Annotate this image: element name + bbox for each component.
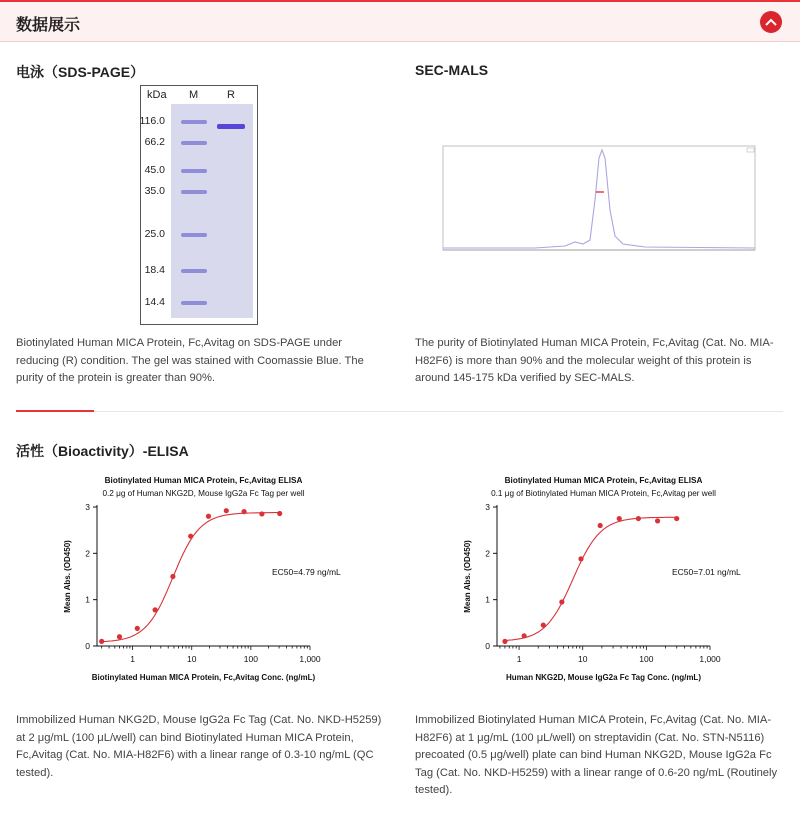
marker-band xyxy=(181,269,207,273)
x-axis-label: Biotinylated Human MICA Protein, Fc,Avitag Conc. (ng/mL) xyxy=(91,673,316,682)
gel-lane-m-label: M xyxy=(189,89,199,101)
elisa-chart-2 xyxy=(455,470,775,685)
x-tick-label: 1,000 xyxy=(699,654,721,664)
x-axis-label: Human NKG2D, Mouse IgG2a Fc Tag Conc. (ng/mL) xyxy=(506,673,701,682)
marker-band xyxy=(181,120,207,124)
marker-band xyxy=(181,301,207,305)
data-point xyxy=(617,516,622,521)
data-point xyxy=(170,574,175,579)
chart-title: Biotinylated Human MICA Protein, Fc,Avitag ELISA xyxy=(104,476,303,485)
chevron-up-icon xyxy=(765,17,777,27)
sds-page-gel-image xyxy=(140,85,258,325)
y-tick-label: 2 xyxy=(85,548,90,559)
x-tick-label: 100 xyxy=(639,654,654,664)
sds-page-title: 电泳（SDS-PAGE） xyxy=(16,64,145,80)
x-tick-label: 10 xyxy=(186,654,197,664)
data-point xyxy=(598,523,603,528)
sds-page-description: Biotinylated Human MICA Protein, Fc,Avitag on SDS-PAGE under reducing (R) condition. The gel was stained with Coomassie Blue. The purity of the protein is greater than 90%. xyxy=(16,337,364,384)
chart-subtitle: 0.1 μg of Biotinylated Human MICA Protein, Fc,Avitag per well xyxy=(491,489,716,498)
data-point xyxy=(188,534,193,539)
data-point xyxy=(224,508,229,513)
data-point xyxy=(502,639,507,644)
fit-curve xyxy=(505,517,678,640)
x-tick-label: 100 xyxy=(243,654,258,664)
data-point xyxy=(636,516,641,521)
marker-band xyxy=(181,233,207,237)
data-point xyxy=(277,511,282,516)
marker-band xyxy=(181,141,207,145)
x-tick-label: 10 xyxy=(577,654,588,664)
chart-subtitle: 0.2 μg of Human NKG2D, Mouse IgG2a Fc Tag per well xyxy=(102,489,305,498)
gel-lanes xyxy=(171,104,253,318)
sec-mals-title: SEC-MALS xyxy=(415,62,489,78)
marker-label: 35.0 xyxy=(144,185,165,197)
bioactivity-title: 活性（Bioactivity）-ELISA xyxy=(16,443,189,459)
gel-kda-label: kDa xyxy=(147,89,167,101)
marker-label: 25.0 xyxy=(144,228,165,240)
y-tick-label: 1 xyxy=(85,594,90,605)
y-tick-label: 3 xyxy=(485,502,490,512)
y-tick-label: 3 xyxy=(85,502,90,512)
data-point xyxy=(206,514,211,519)
sample-band xyxy=(217,124,245,129)
data-point xyxy=(541,623,546,628)
data-point xyxy=(578,556,583,561)
y-tick-label: 0 xyxy=(85,641,90,651)
x-tick-label: 1,000 xyxy=(299,654,321,664)
data-point xyxy=(522,633,527,638)
marker-label: 45.0 xyxy=(144,164,165,176)
marker-band xyxy=(181,169,207,173)
collapse-button[interactable] xyxy=(760,11,782,33)
fit-curve xyxy=(102,513,281,642)
data-point xyxy=(152,607,157,612)
section-header xyxy=(0,0,800,42)
x-tick-label: 1 xyxy=(516,654,522,664)
section-divider xyxy=(16,411,783,412)
marker-label: 18.4 xyxy=(144,264,165,276)
data-point xyxy=(135,626,140,631)
marker-label: 14.4 xyxy=(144,296,165,308)
marker-label: 116.0 xyxy=(139,115,165,127)
section-header-title: 数据展示 xyxy=(16,17,81,34)
elisa-chart-1 xyxy=(55,470,375,685)
elisa-1-description: Immobilized Human NKG2D, Mouse IgG2a Fc Tag (Cat. No. NKD-H5259) at 2 μg/mL (100 μL/well) can bind Biotinylated Human MICA Protein, Fc,Avitag (Cat. No. MIA-H82F6) with a linear range of 0.3-10 ng/mL (QC tested). xyxy=(16,714,382,779)
sec-mals-chromatogram xyxy=(415,140,775,268)
sec-mals-description: The purity of Biotinylated Human MICA Protein, Fc,Avitag (Cat. No. MIA-H82F6) is more than 90% and the molecular weight of this protein is around 145-175 kDa verified by SEC-MALS. xyxy=(415,337,774,384)
y-tick-label: 1 xyxy=(485,594,490,605)
data-point xyxy=(674,516,679,521)
y-axis-label: Mean Abs. (OD450) xyxy=(463,540,472,613)
ec50-annotation: EC50=7.01 ng/mL xyxy=(672,567,741,577)
data-point xyxy=(99,639,104,644)
section-divider-accent xyxy=(16,410,94,412)
data-point xyxy=(241,509,246,514)
marker-band xyxy=(181,190,207,194)
x-tick-label: 1 xyxy=(130,654,135,664)
data-point xyxy=(117,634,122,639)
y-tick-label: 0 xyxy=(485,641,490,651)
elisa-2-description: Immobilized Biotinylated Human MICA Protein, Fc,Avitag (Cat. No. MIA-H82F6) at 1 μg/mL (100 μL/well) on streptavidin (Cat. No. STN-N5116) precoated (0.5 μg/well) plate can bind Human NKG2D, Mouse IgG2a Fc Tag (Cat. No. NKD-H5259) with a linear range of 0.6-20 ng/mL (Routinely tested). xyxy=(415,714,778,796)
data-point xyxy=(559,599,564,604)
gel-lane-r-label: R xyxy=(227,89,235,101)
data-point xyxy=(655,518,660,523)
data-point xyxy=(259,511,264,516)
marker-label: 66.2 xyxy=(144,136,165,148)
ec50-annotation: EC50=4.79 ng/mL xyxy=(272,567,341,577)
chart-title: Biotinylated Human MICA Protein, Fc,Avitag ELISA xyxy=(504,476,703,485)
y-tick-label: 2 xyxy=(485,548,490,559)
y-axis-label: Mean Abs. (OD450) xyxy=(63,540,72,613)
